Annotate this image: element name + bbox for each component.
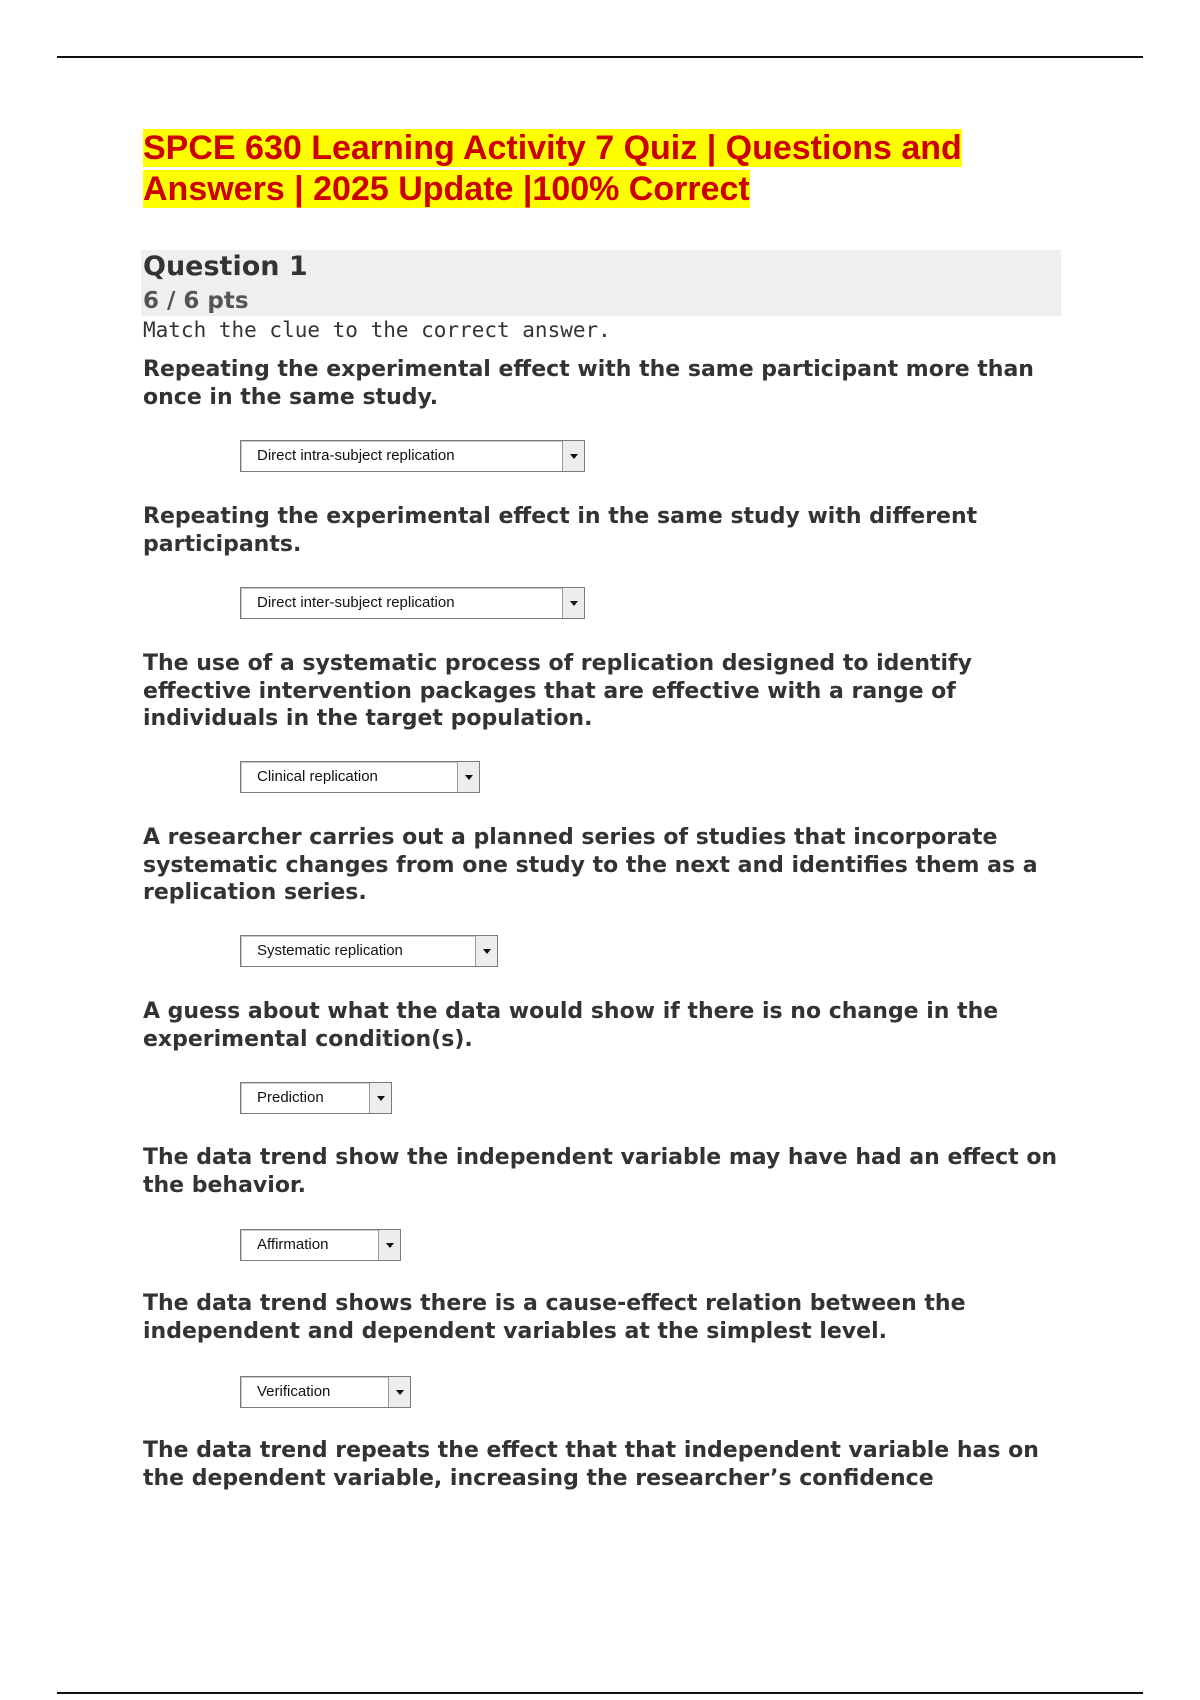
chevron-down-icon[interactable]	[562, 441, 584, 471]
answer-select-4-value: Systematic replication	[257, 942, 403, 959]
chevron-down-icon[interactable]	[388, 1377, 410, 1407]
answer-select-5-value: Prediction	[257, 1089, 324, 1106]
answer-select-7-value: Verification	[257, 1383, 331, 1400]
answer-select-2-value: Direct inter-subject replication	[257, 594, 455, 611]
clue-8: The data trend repeats the effect that that independent variable has on the dependent variable, increasing the researcher’s confidence	[143, 1438, 1039, 1491]
chevron-down-icon[interactable]	[369, 1083, 391, 1113]
clue-4: A researcher carries out a planned series of studies that incorporate systematic changes from one study to the next and identifies them as a replication series.	[143, 825, 1038, 905]
top-rule	[57, 56, 1143, 58]
document-title	[143, 128, 1043, 210]
clue-1: Repeating the experimental effect with the same participant more than once in the same study.	[143, 357, 1034, 410]
answer-select-1[interactable]	[240, 440, 585, 472]
bottom-rule	[57, 1692, 1143, 1694]
answer-select-6[interactable]	[240, 1229, 401, 1261]
clue-7: The data trend shows there is a cause-effect relation between the independent and dependent variables at the simplest level.	[143, 1291, 966, 1344]
answer-select-6-value: Affirmation	[257, 1236, 329, 1253]
chevron-down-icon[interactable]	[562, 588, 584, 618]
answer-select-3[interactable]	[240, 761, 480, 793]
answer-select-2[interactable]	[240, 587, 585, 619]
question-points: 6 / 6 pts	[143, 288, 249, 314]
question-instruction: Match the clue to the correct answer.	[143, 318, 611, 342]
answer-select-4[interactable]	[240, 935, 498, 967]
title-line-1: SPCE 630 Learning Activity 7 Quiz | Questions and	[143, 129, 962, 167]
question-title: Question 1	[143, 251, 308, 282]
chevron-down-icon[interactable]	[457, 762, 479, 792]
clue-5: A guess about what the data would show if there is no change in the experimental condition(s).	[143, 999, 999, 1052]
answer-select-5[interactable]	[240, 1082, 392, 1114]
clue-6: The data trend show the independent variable may have had an effect on the behavior.	[143, 1145, 1058, 1198]
clue-3: The use of a systematic process of replication designed to identify effective intervention packages that are effective with a range of individuals in the target population.	[143, 651, 972, 731]
answer-select-7[interactable]	[240, 1376, 411, 1408]
chevron-down-icon[interactable]	[475, 936, 497, 966]
answer-select-3-value: Clinical replication	[257, 768, 378, 785]
clue-2: Repeating the experimental effect in the same study with different participants.	[143, 504, 978, 557]
chevron-down-icon[interactable]	[378, 1230, 400, 1260]
answer-select-1-value: Direct intra-subject replication	[257, 447, 455, 464]
title-line-2: Answers | 2025 Update |100% Correct	[143, 170, 750, 208]
